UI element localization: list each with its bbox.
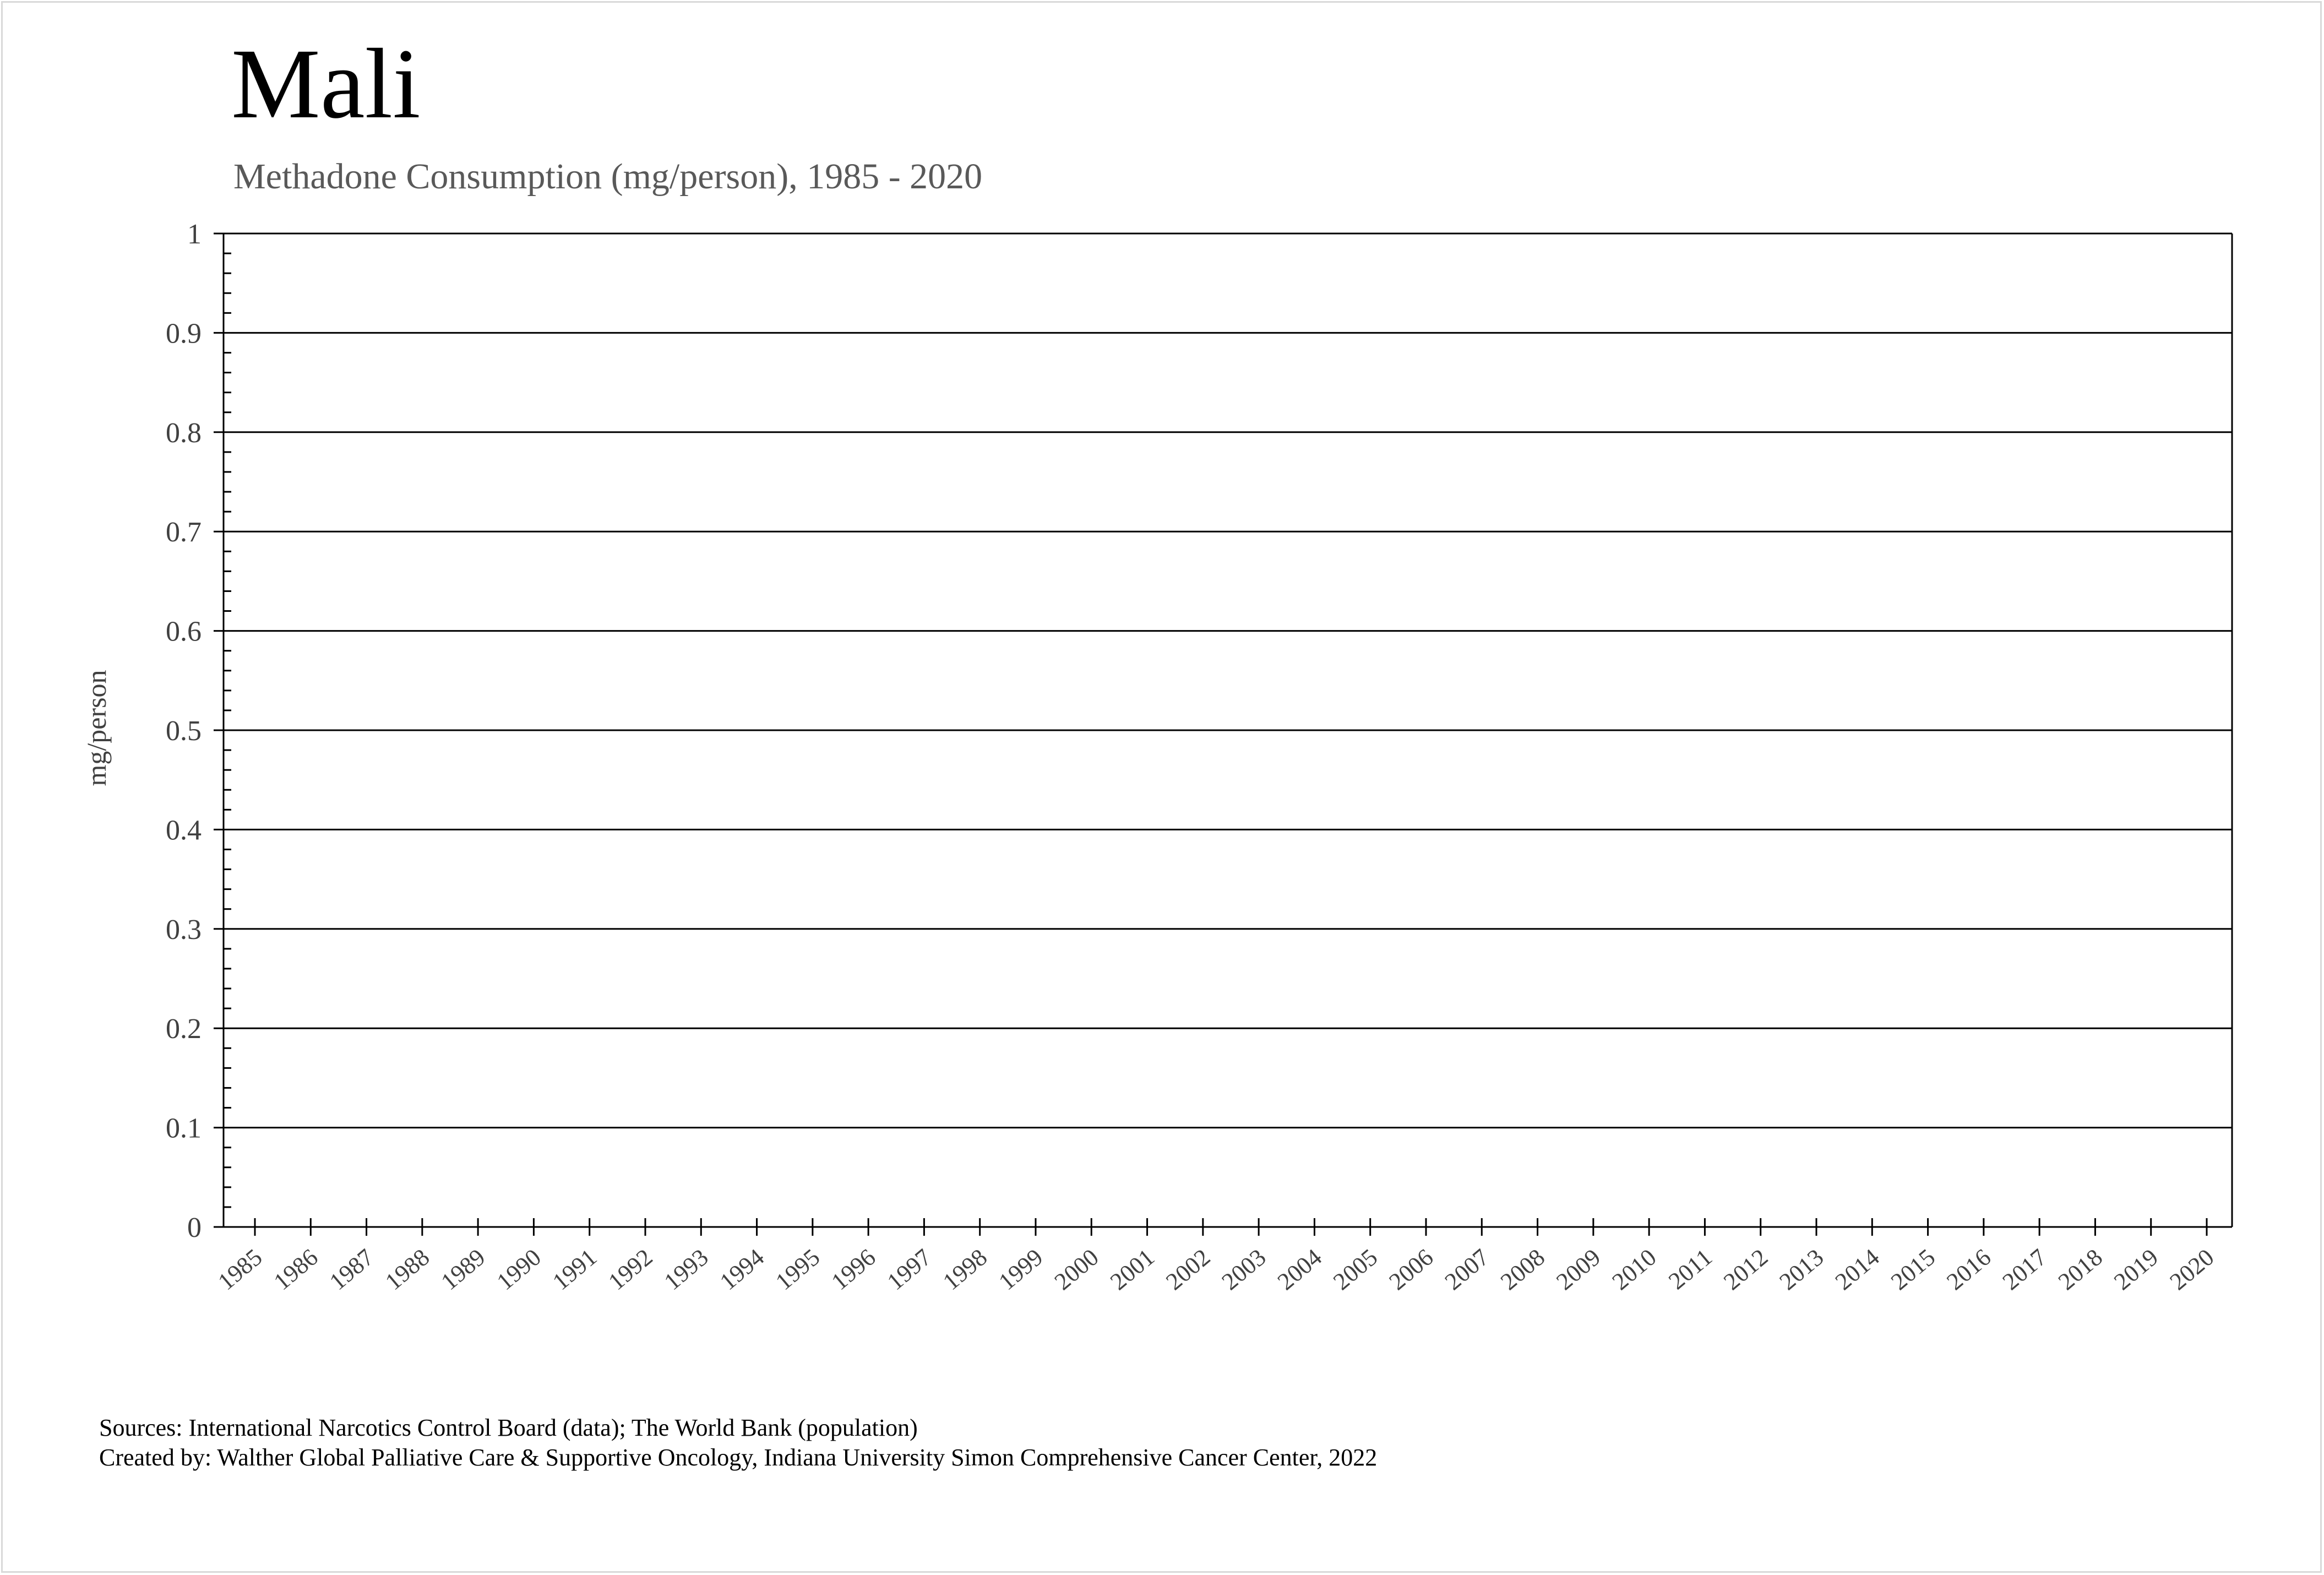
- x-tick-label: 1987: [324, 1243, 379, 1296]
- x-tick-label: 2017: [1997, 1243, 2052, 1296]
- x-tick-label: 1996: [826, 1243, 881, 1296]
- x-tick-label: 2012: [1718, 1243, 1773, 1296]
- x-tick-label: 2009: [1551, 1243, 1606, 1296]
- x-tick-label: 2005: [1328, 1243, 1383, 1296]
- y-tick-label: 0.5: [166, 715, 202, 747]
- x-tick-label: 2008: [1495, 1243, 1550, 1296]
- sources-note: Sources: International Narcotics Control Board (data); The World Bank (population): [99, 1414, 918, 1441]
- gridlines: [224, 233, 2232, 1227]
- y-tick-label: 0.7: [166, 517, 202, 548]
- x-tick-label: 2014: [1830, 1243, 1885, 1296]
- x-tick-label: 1989: [436, 1243, 491, 1296]
- created-by-note: Created by: Walther Global Palliative Care & Supportive Oncology, Indiana University Simon Comprehensive Cancer Center, 2022: [99, 1444, 1378, 1471]
- y-tick-label: 0.8: [166, 417, 202, 449]
- y-tick-label: 1: [187, 219, 202, 250]
- x-tick-label: 2006: [1384, 1243, 1439, 1296]
- x-tick-label: 1988: [380, 1243, 435, 1296]
- x-tick-label: 1998: [938, 1243, 993, 1296]
- x-tick-label: 1993: [658, 1243, 714, 1296]
- x-tick-label: 1991: [547, 1243, 602, 1296]
- x-tick-label: 1986: [268, 1243, 323, 1296]
- x-tick-label: 1992: [603, 1243, 658, 1296]
- y-tick-label: 0.4: [166, 814, 202, 846]
- y-tick-label: 0.1: [166, 1112, 202, 1144]
- x-tick-label: 1997: [881, 1243, 937, 1296]
- y-tick-label: 0.6: [166, 616, 202, 648]
- x-tick-label: 1985: [213, 1243, 268, 1296]
- x-tick-label: 2007: [1439, 1243, 1494, 1296]
- x-tick-label: 2004: [1272, 1243, 1327, 1296]
- x-tick-label: 2011: [1663, 1243, 1717, 1295]
- x-tick-label: 1994: [715, 1243, 769, 1296]
- x-tick-label: 1999: [993, 1243, 1048, 1296]
- x-tick-label: 2016: [1941, 1243, 1996, 1296]
- y-tick-label: 0.2: [166, 1013, 202, 1045]
- x-tick-label: 2020: [2164, 1243, 2219, 1296]
- x-axis-tick-labels: [213, 1243, 2219, 1295]
- y-axis-label: mg/person: [81, 670, 112, 786]
- x-tick-label: 1995: [770, 1243, 825, 1296]
- x-tick-label: 2019: [2109, 1243, 2164, 1296]
- chart-subtitle: Methadone Consumption (mg/person), 1985 - 2020: [233, 156, 983, 197]
- x-tick-label: 2013: [1774, 1243, 1829, 1296]
- chart-footer: [99, 1413, 1377, 1473]
- y-tick-label: 0: [187, 1212, 202, 1243]
- x-tick-label: 2015: [1886, 1243, 1940, 1296]
- y-axis-tick-labels: [166, 219, 202, 1243]
- x-tick-label: 2003: [1216, 1243, 1271, 1296]
- y-tick-label: 0.3: [166, 914, 202, 946]
- x-tick-label: 2000: [1049, 1243, 1104, 1296]
- x-tick-label: 2010: [1607, 1243, 1662, 1296]
- x-tick-label: 2018: [2053, 1243, 2108, 1296]
- chart-title: Mali: [231, 29, 421, 139]
- y-tick-label: 0.9: [166, 318, 202, 350]
- x-tick-label: 1990: [491, 1243, 546, 1296]
- x-tick-label: 2002: [1161, 1243, 1216, 1296]
- x-tick-label: 2001: [1105, 1243, 1160, 1296]
